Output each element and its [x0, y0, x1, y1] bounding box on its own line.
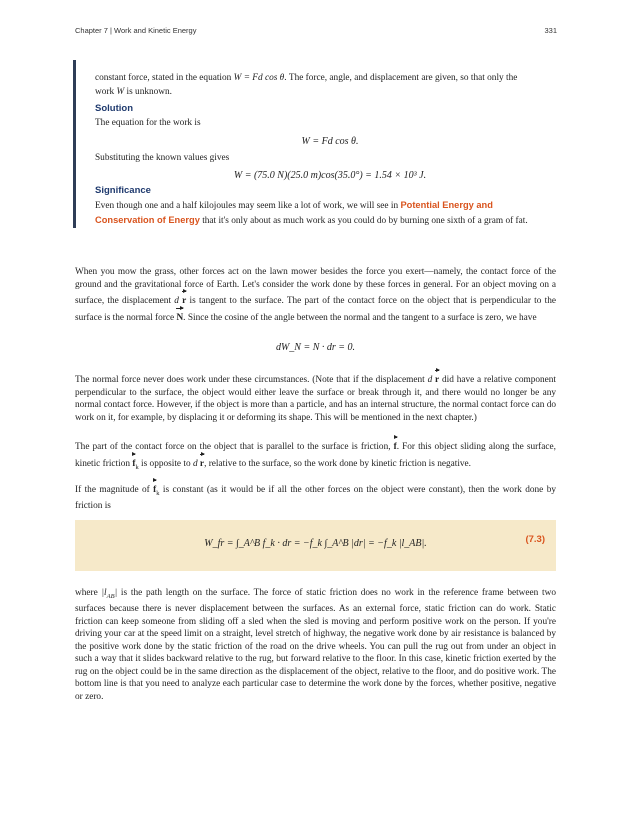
intro-equation: W = Fd cos θ — [233, 73, 285, 83]
significance-text: Even though one and a half kilojoules may seem like a lot of work, we will see in Potential Energy and Conservation of Energy that it's only about as much work as you could do by burning one sixth of a gram of fat. — [95, 200, 528, 226]
friction-work-equation: W_fr = ∫_A^B f_k · dr = −f_k ∫_A^B |dr| = −f_k |l_AB|. — [204, 538, 427, 549]
solution-equation: W = Fd cos θ. — [301, 135, 359, 147]
substitute-text: Substituting the known values gives — [95, 152, 230, 163]
paragraph-friction: The part of the contact force on the object that is parallel to the surface is friction, f. For this object sliding along the surface, kinetic friction $f_k$ is opposite to d r, relative to the surface, so the work done by kinetic friction is negative. — [75, 437, 556, 474]
chapter-header: Chapter 7 | Work and Kinetic Energy — [75, 26, 197, 35]
normal-work-equation: dW_N = N · dr = 0. — [275, 342, 356, 353]
significance-heading: Significance — [95, 185, 151, 196]
solution-text: The equation for the work is — [95, 118, 201, 128]
example-box — [73, 60, 565, 228]
paragraph-normal-force: The normal force never does work under these circumstances. (Note that if the displacement d r did have a relative component perpendicular to the surface, the object would either leave the surface or break through it, and there would no longer be any normal contact force. However, if the object is more than a particle, and has an internal structure, the normal contact force can do work on it, for example, by displacing it or deforming its shape. This will be mentioned in the next chapter.) — [75, 370, 556, 424]
example-intro: constant force, stated in the equation W = Fd cos θ. The force, angle, and displacement are given, so that only the work W is unknown. — [95, 73, 518, 97]
equation-number: (7.3) — [525, 534, 545, 545]
paragraph-contact-forces: When you mow the grass, other forces act on the lawn mower besides the force you exert—namely, the contact force of the ground and the gravitational force of Earth. Let's consider the work done by these forces in general. For an object moving on a surface, the displacement d r is tangent to the surface. The part of the contact force on the object that is perpendicular to the surface is the normal force N. Since the cosine of the angle between the normal and the tangent to a surface is zero, we have — [75, 267, 556, 323]
solution-heading: Solution — [95, 103, 133, 114]
paragraph-friction-magnitude: If the magnitude of $f_k$ is constant (as it would be if all the other forces on the object were constant), then the work done by friction is — [75, 480, 556, 513]
page-number: 331 — [544, 26, 557, 35]
paragraph-static-friction: where $|l_{AB}|$ is the path length on the surface. The force of static friction does no work in the reference frame between two surfaces because there is never displacement between the surfaces. As an external force, static friction can do work. Static friction can keep someone from sliding off a sled when the sled is moving and perform positive work on the person. If you're driving your car at the speed limit on a straight, level stretch of highway, the negative work done by air resistance is balanced by the positive work done by the static friction of the road on the drive wheels. You can pull the rug out from under an object in such a way that it slides backward relative to the rug, but forward relative to the floor. In this case, kinetic friction exerted by the rug on the object could be in the same direction as the displacement of the object, relative to the floor, and do positive work. The bottom line is that you need to analyze each particular case to determine the work done by the forces, whether positive, negative or zero. — [75, 588, 556, 702]
equation-box-7-3 — [75, 520, 556, 571]
potential-energy-link[interactable]: Potential Energy and Conservation of Energy — [95, 200, 493, 225]
substitute-equation: W = (75.0 N)(25.0 m)cos(35.0°) = 1.54 × 10³ J. — [233, 170, 427, 181]
